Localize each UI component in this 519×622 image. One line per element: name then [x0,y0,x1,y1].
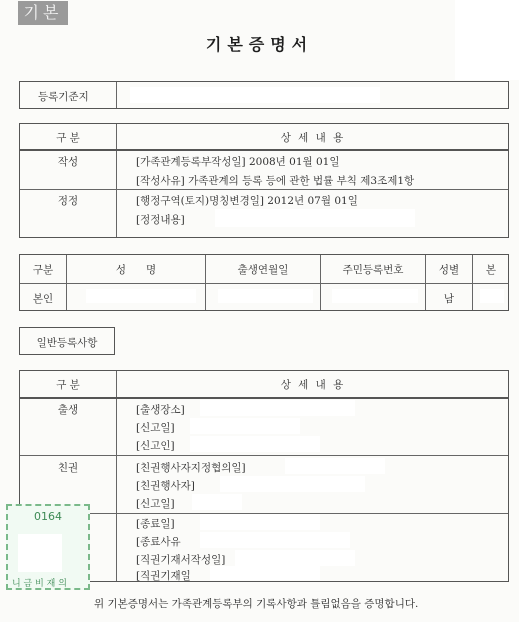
general-line: [직권기재일 [136,570,191,582]
general-line: [종료일] [136,518,175,530]
general-redacted [200,514,320,530]
general-category-birth: 출생 [57,404,79,416]
person-header-gender: 성별 [438,264,460,276]
general-line: [친권행사자] [136,480,195,492]
certification-statement: 위 기본증명서는 가족관계등록부의 기록사항과 틀림없음을 증명합니다. [94,598,419,610]
person-header-id: 주민등록번호 [342,264,404,276]
general-line: [친권행사자지정협의일] [136,462,246,474]
general-line: [신고인] [136,440,175,452]
general-table [19,370,509,582]
person-birth-redacted [218,289,313,303]
page-title: 기본증명서 [205,35,314,54]
history-category-2: 정정 [57,195,79,207]
general-line: [직권기재서작성일] [136,554,226,566]
history-line: [행정구역(토지)명칭변경일] 2012년 07월 01일 [136,195,358,207]
document-tag: 기본 [18,1,68,25]
person-origin-redacted [480,289,504,303]
history-table [19,123,509,238]
general-col-category: 구 분 [56,379,80,391]
person-header-birth: 출생연월일 [237,264,289,276]
general-section-label: 일반등록사항 [36,337,98,349]
person-table [19,254,509,311]
person-header-type: 구분 [32,264,54,276]
history-line: [정정내용] [136,214,185,226]
history-category-1: 작성 [57,156,79,168]
general-category-custody: 친권 [57,462,79,474]
registry-table [19,81,509,109]
general-line: [출생장소] [136,404,185,416]
seal-bottom-text: 니 금 비 재 의 [12,579,67,589]
person-header-name: 성 명 [115,264,157,276]
person-gender: 남 [443,293,455,305]
person-header-origin: 본 [485,264,497,276]
official-seal [6,504,90,590]
general-col-details: 상 세 내 용 [280,379,346,391]
general-redacted [235,550,355,566]
general-redacted [192,494,242,510]
general-line: [종료사유 [136,536,181,548]
seal-redacted [18,534,62,572]
general-redacted [210,566,320,580]
seal-top-text: 0164 [34,510,62,523]
person-name-redacted [86,289,196,303]
general-line: [신고일] [136,422,175,434]
general-redacted [200,532,350,548]
history-line: [가족관계등록부작성일] 2008년 01월 01일 [136,156,340,168]
general-redacted [220,476,365,492]
person-type: 본인 [32,293,54,305]
registry-label: 등록기준지 [38,91,89,103]
history-col-category: 구 분 [56,132,80,144]
general-redacted [190,436,320,452]
general-section-label-box [19,327,115,355]
person-id-redacted [332,289,418,303]
history-col-details: 상 세 내 용 [280,132,346,144]
general-redacted [200,400,355,416]
registry-redacted [130,87,380,103]
general-redacted [190,418,300,434]
history-redacted [215,209,415,227]
general-redacted [285,458,385,474]
history-line: [작성사유] 가족관계의 등록 등에 관한 법률 부칙 제3조제1항 [136,175,415,187]
general-line: [신고일] [136,498,175,510]
